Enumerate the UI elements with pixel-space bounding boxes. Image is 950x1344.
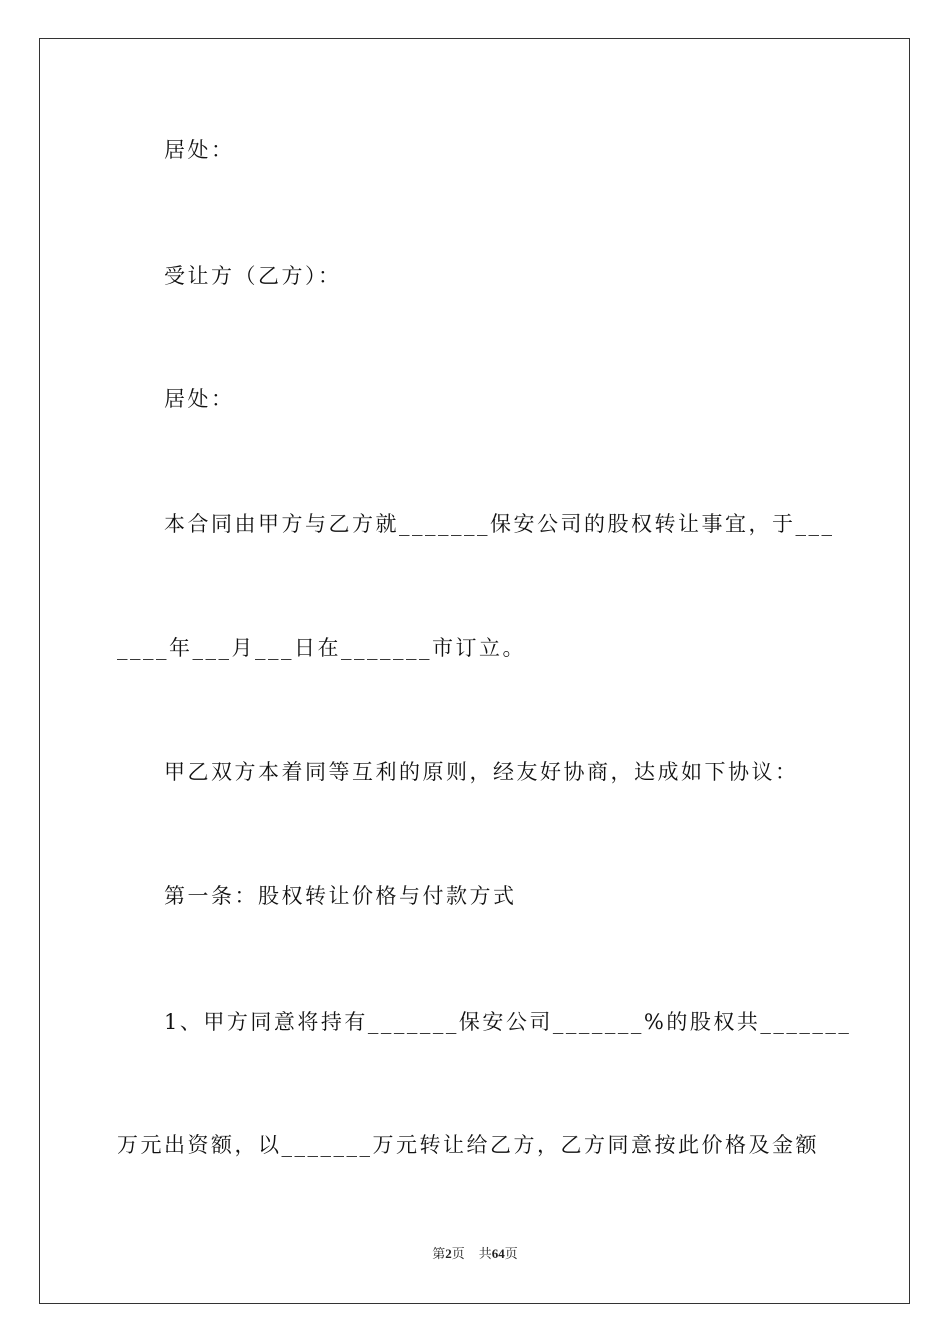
line-residence-a: 居处： xyxy=(164,138,235,162)
line-transferee: 受让方（乙方）： xyxy=(164,264,342,288)
line-contract-intro: 本合同由甲方与乙方就_______保安公司的股权转让事宜，于___ xyxy=(164,512,835,536)
line-clause-one: 1、甲方同意将持有_______保安公司_______%的股权共_______ xyxy=(164,1010,852,1034)
footer-total-suffix: 页 xyxy=(504,1246,518,1261)
footer-page-number: 2 xyxy=(445,1246,452,1261)
line-contract-date: ____年___月___日在_______市订立。 xyxy=(117,636,526,660)
footer-page-suffix: 页 xyxy=(451,1246,465,1261)
page-border xyxy=(39,38,910,1304)
footer-total-pages: 64 xyxy=(491,1246,505,1261)
line-article-one-heading: 第一条：股权转让价格与付款方式 xyxy=(164,884,517,908)
line-agreement-principle: 甲乙双方本着同等互利的原则，经友好协商，达成如下协议： xyxy=(164,760,799,784)
page-footer xyxy=(0,1244,950,1264)
line-clause-one-continued: 万元出资额，以_______万元转让给乙方，乙方同意按此价格及金额 xyxy=(117,1133,819,1157)
footer-page-prefix: 第 xyxy=(432,1246,446,1261)
footer-total-prefix: 共 xyxy=(478,1246,492,1261)
line-residence-b: 居处： xyxy=(164,387,235,411)
